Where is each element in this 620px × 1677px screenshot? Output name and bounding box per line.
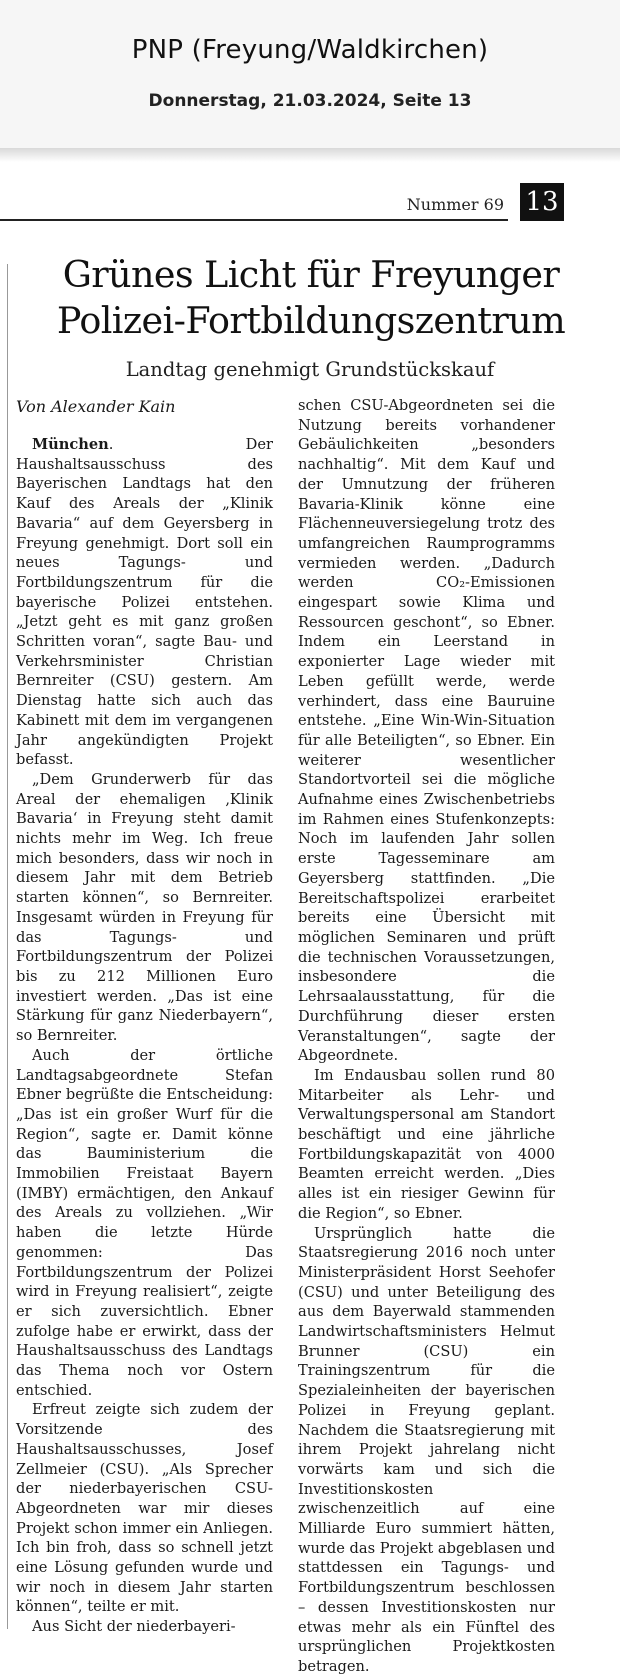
paragraph-6: schen CSU-Abgeordneten sei die Nutzung bereits vorhandener Gebäulichkeiten „besonders nachhaltig“. Mit dem Kauf und der Umnutzung der früheren Bavaria-Klinik könne eine Flächenneuversiegelung trotz des umfangreichen Raumprogramms vermieden werden. „Dadurch werden CO₂-Emissionen eingespart sowie Klima und Ressourcen geschont“, so Ebner. Indem ein Leerstand in exponierter Lage wieder mit Leben gefüllt werde, werde verhindert, dass eine Bauruine entstehe. „Eine Win-Win-Situation für alle Beteiligten“, so Ebner. Ein weiterer wesentlicher Standortvorteil sei die mögliche Aufnahme eines Zwischenbetriebs im Rahmen eines Stufenkonzepts: Noch im laufenden Jahr sollen erste Tagesseminare am Geyersberg stattfinden. „Die Bereitschaftspolizei erarbeitet bereits eine Übersicht mit möglichen Seminaren und prüft die technischen Voraussetzungen, insbesondere die Lehrsaalausstattung, für die Durchführung dieser ersten Veranstaltungen“, sagte der Abgeordnete.: [298, 397, 555, 1065]
publication-title: PNP (Freyung/Waldkirchen): [131, 35, 489, 65]
app-header: [0, 0, 620, 148]
article-column-right: [298, 396, 555, 1677]
byline: Von Alexander Kain: [16, 397, 176, 416]
column-divider-line: [7, 264, 8, 1629]
headline-line-1: Grünes Licht für Freyunger: [62, 253, 560, 296]
paragraph-1-text: . Der Haushaltsausschuss des Bayerischen Landtags hat den Kauf des Areals der „Klinik Bavaria“ auf dem Geyersberg in Freyung genehmigt. Dort soll ein neues Tagungs- und Fortbildungszentrum für die bayerische Polizei entstehen. „Jetzt geht es mit ganz großen Schritten voran“, sagte Bau- und Verkehrsminister Christian Bernreiter (CSU) gestern. Am Dienstag hatte sich auch das Kabinett mit dem im vergangenen Jahr angekündigten Projekt befasst.: [16, 436, 273, 769]
header-shadow: [0, 148, 620, 162]
article-column-left: [16, 396, 273, 1637]
paragraph-5: Aus Sicht der niederbayeri-: [32, 1618, 236, 1636]
paragraph-4: Erfreut zeigte sich zudem der Vorsitzende des Haushaltsausschusses, Josef Zellmeier (CSU). „Als Sprecher der niederbayerischen CSU-Abgeordneten war mir dieses Projekt schon immer ein Anliegen. Ich bin froh, dass so schnell jetzt eine Lösung gefunden wurde und wir noch in diesem Jahr starten können“, teilte er mit.: [16, 1401, 273, 1616]
paragraph-7: Im Endausbau sollen rund 80 Mitarbeiter als Lehr- und Verwaltungspersonal am Standort beschäftigt und eine jährliche Fortbildungskapazität von 4000 Beamten erreicht werden. „Dies alles ist ein riesiger Gewinn für die Region“, so Ebner.: [298, 1066, 555, 1222]
article-subheadline: Landtag genehmigt Grundstückskauf: [125, 358, 495, 381]
paragraph-2: „Dem Grunderwerb für das Areal der ehemaligen ‚Klinik Bavaria‘ in Freyung steht damit nichts mehr im Weg. Ich freue mich besonders, dass wir noch in diesem Jahr mit dem Betrieb starten können“, so Bernreiter. Insgesamt würden in Freyung für das Tagungs- und Fortbildungszentrum der Polizei bis zu 212 Millionen Euro investiert werden. „Das ist eine Stärkung für ganz Niederbayern“, so Bernreiter.: [16, 770, 273, 1045]
headline-line-2: Polizei-Fortbildungszentrum: [56, 299, 566, 342]
dateline: München: [32, 436, 109, 453]
issue-date-page: Donnerstag, 21.03.2024, Seite 13: [148, 91, 472, 111]
paragraph-1: [16, 435, 273, 770]
paragraph-3: Auch der örtliche Landtagsabgeordnete Stefan Ebner begrüßte die Entscheidung: „Das ist ein großer Wurf für die Region“, sagte er. Damit könne das Bauministerium die Immobilien Freistaat Bayern (IMBY) ermächtigen, den Ankauf des Areals zu vollziehen. „Wir haben die letzte Hürde genommen: Das Fortbildungszentrum der Polizei wird in Freyung realisiert“, zeigte er sich zuversichtlich. Ebner zufolge habe er erwirkt, dass der Haushaltsausschuss des Landtags das Thema noch vor Ostern entschied.: [16, 1046, 273, 1399]
paragraph-8: Ursprünglich hatte die Staatsregierung 2016 noch unter Ministerpräsident Horst Seehofer (CSU) und unter Beteiligung des aus dem Bayerwald stammenden Landwirtschaftsministers Helmut Brunner (CSU) ein Trainingszentrum für die Spezialeinheiten der bayerischen Polizei in Freyung geplant. Nachdem die Staatsregierung mit ihrem Projekt jahrelang nicht vorwärts kam und sich die Investitionskosten zwischenzeitlich auf eine Milliarde Euro summiert hätten, wurde das Projekt abgeblasen und stattdessen ein Tagungs- und Fortbildungszentrum beschlossen – dessen Investitionskosten nur etwas mehr als ein Fünftel des ursprünglichen Projektkosten betragen.: [298, 1224, 555, 1675]
page-number-badge: 13: [520, 183, 564, 221]
issue-number: Nummer 69: [406, 195, 504, 214]
header-rule: [0, 219, 508, 221]
article-headline: [12, 252, 610, 344]
